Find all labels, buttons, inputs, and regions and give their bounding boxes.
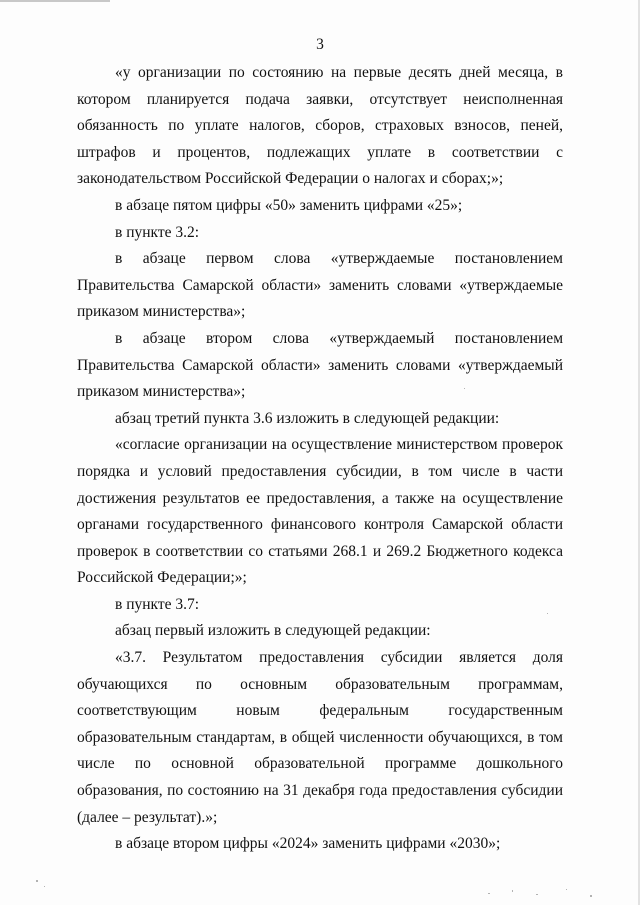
paragraph-point-3-2: в пункте 3.2: (115, 223, 200, 241)
scan-speck (566, 889, 567, 890)
paragraph-fifth-abzats: в абзаце пятом цифры «50» заменить цифрами «25»; (115, 196, 463, 214)
paragraph-consent-quote: «согласие организации на осуществление министерством проверок порядка и условий предоставления субсидии, в том числе в части достижения результатов ее предоставления, а также на осуществление органами государственного финансового контроля Самарской области проверок в соответствии со статьями 268.1 и 269.2 Бюджетного кодекса Российской Федерации;»; (77, 436, 563, 587)
paragraph-result-quote: «3.7. Результатом предоставления субсидии является доля обучающихся по основным образовательным программам, соответствующим новым федеральным государственным образовательным стандартам, в общей численности обучающихся, в том числе по основной образовательной программе дошкольного образования, по состоянию на 31 декабря года предоставления субсидии (далее – результат).»; (77, 649, 563, 826)
paragraph-second-abzats-3-7: в абзаце втором цифры «2024» заменить цифрами «2030»; (115, 835, 501, 853)
paragraph-second-abzats-3-2: в абзаце втором слова «утверждаемый постановлением Правительства Самарской области» заменить словами «утверждаемый приказом министерства»; (77, 329, 563, 401)
document-body (77, 60, 563, 858)
scan-speck (590, 895, 592, 897)
paragraph-point-3-6: абзац третий пункта 3.6 изложить в следующей редакции: (115, 409, 500, 427)
page-number: 3 (316, 36, 324, 53)
scan-speck (44, 886, 45, 887)
scan-speck (536, 894, 538, 895)
paragraph-first-abzats-3-7: абзац первый изложить в следующей редакции: (115, 622, 431, 640)
paragraph-tax-obligation: «у организации по состоянию на первые десять дней месяца, в котором планируется подача заявки, отсутствует неисполненная обязанность по уплате налогов, сборов, страховых взносов, пеней, штрафов и процентов, подлежащих уплате в соответствии с законодательством Российской Федерации о налогах и сборах;»; (77, 64, 563, 188)
scan-speck (464, 388, 465, 389)
scan-edge-mark (0, 0, 110, 2)
scan-speck (547, 613, 548, 614)
paragraph-first-abzats-3-2: в абзаце первом слова «утверждаемые постановлением Правительства Самарской области» заменить словами «утверждаемые приказом министерства»; (77, 250, 563, 321)
scan-speck (512, 890, 513, 892)
scan-speck (488, 893, 490, 894)
scan-speck (36, 880, 38, 882)
paragraph-point-3-7: в пункте 3.7: (115, 595, 200, 613)
